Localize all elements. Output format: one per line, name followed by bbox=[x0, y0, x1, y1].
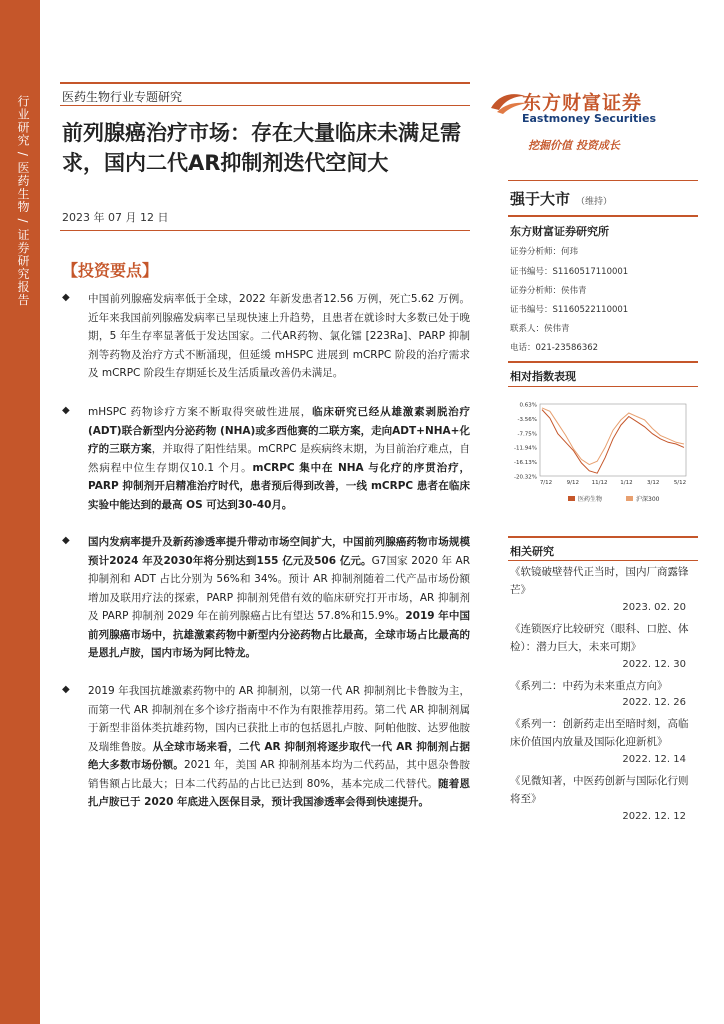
research-link[interactable]: 《系列二：中药为未来重点方向》 bbox=[510, 680, 668, 692]
key-point-text: 国内发病率提升及新药渗透率提升带动市场空间扩大，中国前列腺癌药物市场规模预计2024 年及2030年将分别达到155 亿元及506 亿元。G7国家 2020 年 AR 抑制剂和 ADT 占比分别为 56%和 34%。预计 AR 抑制剂随着二代产品市场份额增加及联用疗法的探索，PARP 抑制剂凭借有效的临床研究打开市场，AR 抑制剂及 PARP 抑制剂 2029 年在前列腺癌占比有望达 57.8%和15.9%。2019 年中国前列腺癌市场中，抗雄激素药物中新型内分泌药物占比最高，全球市场占比最高的是恩扎卢胺，国内市场为阿比特龙。 bbox=[88, 536, 471, 659]
analyst-info: 证书编号：S1160517110001 bbox=[510, 267, 629, 277]
y-tick-label: -16.13% bbox=[514, 460, 537, 467]
y-tick-label: 0.63% bbox=[519, 402, 537, 409]
relative-rule bbox=[508, 361, 698, 363]
section-heading: 【投资要点】 bbox=[62, 261, 159, 280]
relative-index-heading: 相对指数表现 bbox=[510, 370, 576, 383]
y-tick-label: -7.75% bbox=[517, 431, 537, 438]
y-tick-label: -3.56% bbox=[517, 416, 537, 423]
analyst-info: 证书编号：S1160522110001 bbox=[510, 305, 629, 315]
report-date: 2023 年 07 月 12 日 bbox=[62, 211, 169, 224]
series-line bbox=[542, 410, 684, 474]
x-tick-label: 5/12 bbox=[673, 480, 687, 486]
x-tick-label: 9/12 bbox=[566, 480, 579, 486]
header-rule bbox=[60, 82, 470, 84]
brand-name-en: Eastmoney Securities bbox=[522, 112, 657, 125]
diamond-bullet-icon: ◆ bbox=[62, 292, 70, 303]
research-date: 2023. 02. 20 bbox=[622, 602, 686, 613]
diamond-bullet-icon: ◆ bbox=[62, 535, 70, 546]
institute-name: 东方财富证券研究所 bbox=[510, 225, 609, 238]
y-tick-label: -11.94% bbox=[514, 445, 537, 452]
series-line bbox=[542, 408, 684, 465]
rating bbox=[510, 188, 612, 209]
legend-swatch bbox=[568, 496, 575, 501]
x-tick-label: 7/12 bbox=[539, 480, 553, 486]
report-category: 医药生物行业专题研究 bbox=[62, 90, 183, 104]
research-link[interactable]: 《连锁医疗比较研究（眼科、口腔、体检）：潜力巨大，未来可期》 bbox=[510, 623, 689, 653]
y-tick-label: -20.32% bbox=[514, 474, 537, 481]
research-sub-rule bbox=[508, 560, 698, 561]
rating-rule bbox=[508, 180, 698, 181]
analyst-info: 电话：021-23586362 bbox=[510, 343, 599, 353]
analyst-info: 联系人：侯伟青 bbox=[510, 324, 570, 334]
analyst-info: 证券分析师：侯伟青 bbox=[510, 286, 587, 296]
research-rule bbox=[508, 536, 698, 538]
key-point bbox=[62, 403, 470, 514]
header-sub-rule bbox=[60, 105, 470, 106]
brand-slogan: 挖掘价值 投资成长 bbox=[528, 139, 620, 152]
research-date: 2022. 12. 14 bbox=[622, 754, 686, 765]
relative-sub-rule bbox=[508, 386, 698, 387]
research-date: 2022. 12. 30 bbox=[622, 659, 686, 670]
key-point-text: 中国前列腺癌发病率低于全球，2022 年新发患者12.56 万例，死亡5.62 万例。近年来我国前列腺癌发病率已呈现快速上升趋势，且患者在就诊时大多数已处于晚期，5 年生存率显著低于发达国家。二代AR药物、氯化镭 [223Ra]、PARP 抑制剂等药物及治疗方式不断涌现，但延缓 mHSPC 进展到 mCRPC 阶段的治疗需求及 mCRPC 阶段生存期延长及生活质量改善仍未满足。 bbox=[88, 293, 470, 379]
legend-label: 沪深300 bbox=[636, 496, 660, 503]
sidebar-label: 行业研究 / 医药生物 / 证券研究报告 bbox=[16, 95, 30, 307]
key-point-text: mHSPC 药物诊疗方案不断取得突破性进展，临床研究已经从雄激素剥脱治疗(ADT)联合新型内分泌药物 (NHA)或多西他赛的二联方案，走向ADT+NHA+化疗的三联方案，并取得了阳性结果。mCRPC 是疾病终末期，为目前治疗难点，自然病程中位生存期仅10.1 个月。mCRPC 集中在 NHA 与化疗的序贯治疗，PARP 抑制剂开启精准治疗时代，患者预后得到改善，一线 mCRPC 患者在临床实验中能达到的最高 OS 可达到30-40月。 bbox=[88, 406, 471, 511]
research-link[interactable]: 《系列一：创新药走出至暗时刻，高临床价值国内放量及国际化迎新机》 bbox=[510, 718, 689, 748]
report-title: 前列腺癌治疗市场：存在大量临床未满足需求，国内二代AR抑制剂迭代空间大 bbox=[62, 121, 461, 175]
key-point-text: 2019 年我国抗雄激素药物中的 AR 抑制剂，以第一代 AR 抑制剂比卡鲁胺为主，而第一代 AR 抑制剂在多个诊疗指南中不作为有限推荐用药。第二代 AR 抑制剂属于新型非甾体类抗雄药物，国内已获批上市的包括恩扎卢胺、阿帕他胺、达罗他胺及瑞维鲁胺。从全球市场来看，二代 AR 抑制剂将逐步取代一代 AR 抑制剂占据绝大多数市场份额。2021 年，美国 AR 抑制剂基本均为二代药品，其中恩杂鲁胺销售额占比最大；日本二代药品的占比已达到 80%，基本完成二代替代。随着恩扎卢胺已于 2020 年底进入医保目录，预计我国渗透率会得到快速提升。 bbox=[88, 685, 471, 808]
key-point bbox=[62, 290, 470, 383]
legend-label: 医药生物 bbox=[578, 496, 603, 503]
research-link[interactable]: 《软镜破壁替代正当时，国内厂商露锋芒》 bbox=[510, 566, 689, 596]
x-tick-label: 3/12 bbox=[647, 480, 660, 486]
analyst-info: 证券分析师：何玮 bbox=[510, 247, 579, 257]
sidebar-band bbox=[0, 0, 40, 1024]
relative-index-chart bbox=[508, 396, 698, 520]
research-date: 2022. 12. 12 bbox=[622, 811, 686, 822]
key-point bbox=[62, 533, 470, 663]
brand-name: 东方财富证券 bbox=[522, 92, 643, 114]
research-date: 2022. 12. 26 bbox=[622, 697, 686, 708]
related-research-heading: 相关研究 bbox=[510, 545, 554, 558]
x-tick-label: 1/12 bbox=[620, 480, 633, 486]
rating-label: 强于大市 bbox=[510, 190, 571, 208]
key-point bbox=[62, 682, 470, 812]
institute-rule bbox=[508, 215, 698, 217]
x-tick-label: 11/12 bbox=[591, 480, 608, 486]
diamond-bullet-icon: ◆ bbox=[62, 405, 70, 416]
research-link[interactable]: 《见微知著，中医药创新与国际化行则将至》 bbox=[510, 775, 689, 805]
rating-note: （维持） bbox=[576, 197, 613, 207]
legend-swatch bbox=[626, 496, 633, 501]
date-rule bbox=[60, 230, 470, 231]
diamond-bullet-icon: ◆ bbox=[62, 684, 70, 695]
